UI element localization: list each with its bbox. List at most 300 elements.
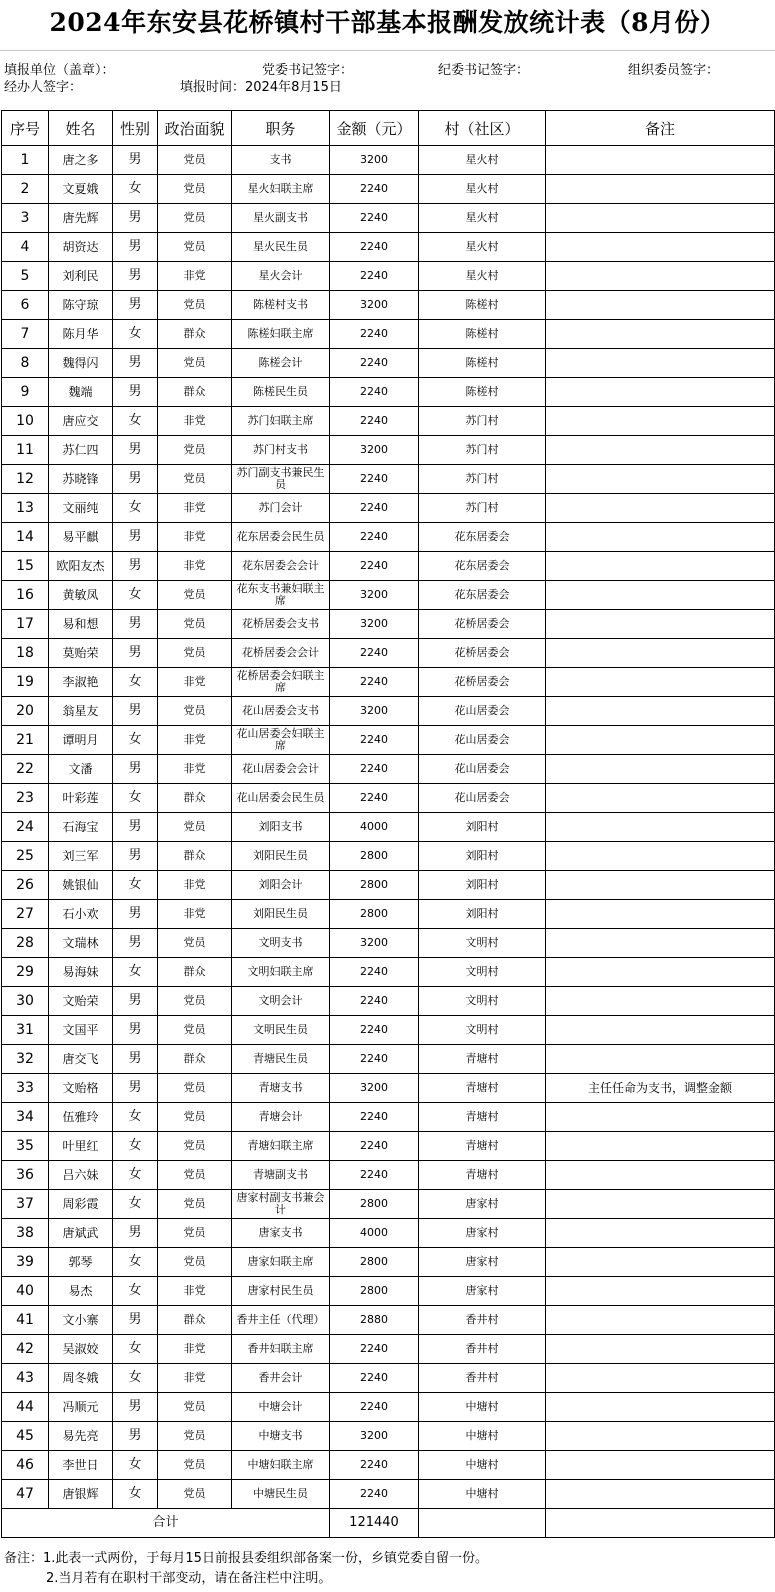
cell-gender: 女 bbox=[113, 1364, 158, 1393]
cell-remark bbox=[546, 1277, 775, 1306]
table-row bbox=[2, 1016, 775, 1045]
cell-gender: 男 bbox=[113, 697, 158, 726]
cell-no: 2 bbox=[2, 175, 49, 204]
cell-political: 党员 bbox=[158, 697, 232, 726]
cell-political: 党员 bbox=[158, 1393, 232, 1422]
cell-name: 伍雅玲 bbox=[49, 1103, 113, 1132]
cell-political: 非党 bbox=[158, 1335, 232, 1364]
cell-village: 香井村 bbox=[419, 1306, 546, 1335]
cell-name: 文瑞林 bbox=[49, 929, 113, 958]
cell-village: 苏门村 bbox=[419, 494, 546, 523]
cell-political: 群众 bbox=[158, 784, 232, 813]
cell-name: 易海妹 bbox=[49, 958, 113, 987]
cell-position: 花桥居委会妇联主席 bbox=[232, 668, 330, 697]
cell-remark bbox=[546, 1190, 775, 1219]
cell-village: 青塘村 bbox=[419, 1103, 546, 1132]
cell-remark bbox=[546, 610, 775, 639]
cell-no: 43 bbox=[2, 1364, 49, 1393]
cell-no: 22 bbox=[2, 755, 49, 784]
table-row bbox=[2, 1132, 775, 1161]
cell-remark bbox=[546, 175, 775, 204]
table-row bbox=[2, 697, 775, 726]
cell-position: 中塘支书 bbox=[232, 1422, 330, 1451]
cell-gender: 女 bbox=[113, 1451, 158, 1480]
table-row bbox=[2, 842, 775, 871]
cell-name: 莫贻荣 bbox=[49, 639, 113, 668]
cell-name: 文夏娥 bbox=[49, 175, 113, 204]
table-row bbox=[2, 726, 775, 755]
cell-gender: 男 bbox=[113, 552, 158, 581]
col-header-political: 政治面貌 bbox=[158, 111, 232, 146]
cell-gender: 男 bbox=[113, 900, 158, 929]
cell-no: 26 bbox=[2, 871, 49, 900]
cell-village: 中塘村 bbox=[419, 1422, 546, 1451]
cell-no: 7 bbox=[2, 320, 49, 349]
cell-amount: 2240 bbox=[330, 262, 419, 291]
table-row bbox=[2, 320, 775, 349]
cell-political: 非党 bbox=[158, 552, 232, 581]
cell-no: 41 bbox=[2, 1306, 49, 1335]
cell-amount: 3200 bbox=[330, 581, 419, 610]
table-row bbox=[2, 1161, 775, 1190]
cell-no: 37 bbox=[2, 1190, 49, 1219]
organization-label: 组织委员签字： bbox=[628, 63, 720, 78]
cell-amount: 2240 bbox=[330, 320, 419, 349]
cell-gender: 男 bbox=[113, 1306, 158, 1335]
cell-amount: 2800 bbox=[330, 1277, 419, 1306]
cell-village: 花桥居委会 bbox=[419, 610, 546, 639]
cell-no: 4 bbox=[2, 233, 49, 262]
table-row bbox=[2, 1248, 775, 1277]
table-row bbox=[2, 291, 775, 320]
cell-position: 青塘妇联主席 bbox=[232, 1132, 330, 1161]
col-header-no: 序号 bbox=[2, 111, 49, 146]
cell-political: 党员 bbox=[158, 1422, 232, 1451]
cell-gender: 女 bbox=[113, 494, 158, 523]
cell-gender: 男 bbox=[113, 610, 158, 639]
page-title: 2024年东安县花桥镇村干部基本报酬发放统计表（8月份） bbox=[49, 8, 726, 37]
cell-amount: 4000 bbox=[330, 813, 419, 842]
cell-name: 石海宝 bbox=[49, 813, 113, 842]
cell-no: 36 bbox=[2, 1161, 49, 1190]
cell-amount: 2880 bbox=[330, 1306, 419, 1335]
cell-amount: 3200 bbox=[330, 697, 419, 726]
cell-no: 38 bbox=[2, 1219, 49, 1248]
cell-amount: 2240 bbox=[330, 552, 419, 581]
cell-amount: 2240 bbox=[330, 1016, 419, 1045]
cell-gender: 男 bbox=[113, 1393, 158, 1422]
table-row bbox=[2, 1364, 775, 1393]
cell-village: 星火村 bbox=[419, 175, 546, 204]
cell-gender: 男 bbox=[113, 813, 158, 842]
cell-name: 文贻格 bbox=[49, 1074, 113, 1103]
cell-gender: 女 bbox=[113, 320, 158, 349]
cell-political: 党员 bbox=[158, 146, 232, 175]
cell-name: 黄敏凤 bbox=[49, 581, 113, 610]
cell-name: 胡资达 bbox=[49, 233, 113, 262]
cell-village: 苏门村 bbox=[419, 407, 546, 436]
cell-village: 中塘村 bbox=[419, 1480, 546, 1509]
cell-village: 唐家村 bbox=[419, 1190, 546, 1219]
cell-position: 苏门副支书兼民生员 bbox=[232, 465, 330, 494]
cell-village: 星火村 bbox=[419, 262, 546, 291]
col-header-position: 职务 bbox=[232, 111, 330, 146]
cell-remark bbox=[546, 1422, 775, 1451]
table-row bbox=[2, 871, 775, 900]
cell-village: 唐家村 bbox=[419, 1277, 546, 1306]
cell-remark bbox=[546, 1393, 775, 1422]
cell-position: 唐家支书 bbox=[232, 1219, 330, 1248]
table-row bbox=[2, 639, 775, 668]
cell-village: 苏门村 bbox=[419, 436, 546, 465]
cell-name: 魏得闪 bbox=[49, 349, 113, 378]
cell-position: 刘阳民生员 bbox=[232, 900, 330, 929]
cell-no: 10 bbox=[2, 407, 49, 436]
cell-gender: 男 bbox=[113, 349, 158, 378]
cell-remark bbox=[546, 262, 775, 291]
cell-gender: 男 bbox=[113, 204, 158, 233]
cell-remark bbox=[546, 1045, 775, 1074]
cell-no: 18 bbox=[2, 639, 49, 668]
cell-position: 陈槎民生员 bbox=[232, 378, 330, 407]
cell-political: 党员 bbox=[158, 639, 232, 668]
cell-amount: 2240 bbox=[330, 378, 419, 407]
cell-amount: 2240 bbox=[330, 204, 419, 233]
cell-village: 青塘村 bbox=[419, 1045, 546, 1074]
cell-remark bbox=[546, 1306, 775, 1335]
cell-gender: 女 bbox=[113, 175, 158, 204]
cell-remark bbox=[546, 784, 775, 813]
cell-political: 非党 bbox=[158, 494, 232, 523]
cell-village: 陈槎村 bbox=[419, 349, 546, 378]
cell-gender: 男 bbox=[113, 436, 158, 465]
table-row bbox=[2, 958, 775, 987]
cell-amount: 2240 bbox=[330, 233, 419, 262]
cell-gender: 女 bbox=[113, 1190, 158, 1219]
cell-gender: 男 bbox=[113, 639, 158, 668]
cell-name: 文国平 bbox=[49, 1016, 113, 1045]
cell-name: 郭琴 bbox=[49, 1248, 113, 1277]
cell-position: 陈槎妇联主席 bbox=[232, 320, 330, 349]
cell-village: 中塘村 bbox=[419, 1393, 546, 1422]
cell-village: 唐家村 bbox=[419, 1248, 546, 1277]
cell-gender: 男 bbox=[113, 465, 158, 494]
cell-political: 非党 bbox=[158, 726, 232, 755]
table-row bbox=[2, 813, 775, 842]
cell-amount: 3200 bbox=[330, 291, 419, 320]
cell-amount: 3200 bbox=[330, 1422, 419, 1451]
cell-no: 11 bbox=[2, 436, 49, 465]
table-row bbox=[2, 146, 775, 175]
cell-gender: 女 bbox=[113, 871, 158, 900]
table-row bbox=[2, 987, 775, 1016]
cell-village: 唐家村 bbox=[419, 1219, 546, 1248]
cell-remark bbox=[546, 494, 775, 523]
table-row bbox=[2, 204, 775, 233]
cell-remark bbox=[546, 1248, 775, 1277]
cell-remark: 主任任命为支书，调整金额 bbox=[546, 1074, 775, 1103]
cell-remark bbox=[546, 1161, 775, 1190]
cell-gender: 男 bbox=[113, 755, 158, 784]
cell-no: 28 bbox=[2, 929, 49, 958]
cell-political: 群众 bbox=[158, 842, 232, 871]
cell-no: 40 bbox=[2, 1277, 49, 1306]
cell-remark bbox=[546, 349, 775, 378]
cell-amount: 3200 bbox=[330, 610, 419, 639]
cell-name: 唐交飞 bbox=[49, 1045, 113, 1074]
cell-amount: 2240 bbox=[330, 1045, 419, 1074]
cell-amount: 2240 bbox=[330, 407, 419, 436]
table-header-row bbox=[2, 111, 775, 146]
cell-remark bbox=[546, 552, 775, 581]
cell-no: 20 bbox=[2, 697, 49, 726]
cell-remark bbox=[546, 1132, 775, 1161]
cell-political: 非党 bbox=[158, 755, 232, 784]
cell-amount: 2240 bbox=[330, 1393, 419, 1422]
cell-political: 群众 bbox=[158, 1045, 232, 1074]
cell-amount: 2240 bbox=[330, 494, 419, 523]
cell-remark bbox=[546, 1364, 775, 1393]
cell-amount: 2240 bbox=[330, 1364, 419, 1393]
cell-remark bbox=[546, 407, 775, 436]
cell-no: 31 bbox=[2, 1016, 49, 1045]
cell-name: 唐之多 bbox=[49, 146, 113, 175]
cell-no: 15 bbox=[2, 552, 49, 581]
cell-remark bbox=[546, 436, 775, 465]
cell-political: 党员 bbox=[158, 1132, 232, 1161]
cell-gender: 女 bbox=[113, 407, 158, 436]
cell-amount: 3200 bbox=[330, 1074, 419, 1103]
cell-remark bbox=[546, 958, 775, 987]
cell-village: 星火村 bbox=[419, 204, 546, 233]
cell-village: 陈槎村 bbox=[419, 378, 546, 407]
table-row bbox=[2, 784, 775, 813]
cell-political: 党员 bbox=[158, 1103, 232, 1132]
cell-political: 党员 bbox=[158, 987, 232, 1016]
cell-position: 青塘支书 bbox=[232, 1074, 330, 1103]
cell-political: 党员 bbox=[158, 929, 232, 958]
cell-amount: 2240 bbox=[330, 726, 419, 755]
total-amount: 121440 bbox=[330, 1509, 419, 1538]
cell-position: 花东居委会会计 bbox=[232, 552, 330, 581]
cell-no: 34 bbox=[2, 1103, 49, 1132]
cell-position: 青塘会计 bbox=[232, 1103, 330, 1132]
table-row bbox=[2, 407, 775, 436]
cell-gender: 女 bbox=[113, 668, 158, 697]
cell-village: 花东居委会 bbox=[419, 552, 546, 581]
cell-remark bbox=[546, 523, 775, 552]
cell-amount: 2240 bbox=[330, 1132, 419, 1161]
cell-village: 陈槎村 bbox=[419, 291, 546, 320]
cell-name: 陈月华 bbox=[49, 320, 113, 349]
cell-name: 吴淑姣 bbox=[49, 1335, 113, 1364]
cell-no: 13 bbox=[2, 494, 49, 523]
cell-gender: 男 bbox=[113, 987, 158, 1016]
cell-name: 苏仁四 bbox=[49, 436, 113, 465]
cell-position: 陈槎村支书 bbox=[232, 291, 330, 320]
cell-name: 刘利民 bbox=[49, 262, 113, 291]
cell-position: 文明民生员 bbox=[232, 1016, 330, 1045]
total-empty-village bbox=[419, 1509, 546, 1538]
cell-name: 陈守琼 bbox=[49, 291, 113, 320]
table-row bbox=[2, 1306, 775, 1335]
cell-remark bbox=[546, 320, 775, 349]
cell-gender: 男 bbox=[113, 1016, 158, 1045]
cell-remark bbox=[546, 697, 775, 726]
cell-no: 9 bbox=[2, 378, 49, 407]
cell-no: 16 bbox=[2, 581, 49, 610]
cell-position: 中塘妇联主席 bbox=[232, 1451, 330, 1480]
cell-position: 唐家妇联主席 bbox=[232, 1248, 330, 1277]
table-row bbox=[2, 436, 775, 465]
table-row bbox=[2, 494, 775, 523]
cell-village: 花东居委会 bbox=[419, 523, 546, 552]
cell-remark bbox=[546, 581, 775, 610]
cell-remark bbox=[546, 1451, 775, 1480]
table-row bbox=[2, 1103, 775, 1132]
table-row bbox=[2, 1480, 775, 1509]
cell-position: 花山居委会会计 bbox=[232, 755, 330, 784]
cell-name: 冯顺元 bbox=[49, 1393, 113, 1422]
cell-gender: 女 bbox=[113, 1335, 158, 1364]
cell-remark bbox=[546, 639, 775, 668]
table-row bbox=[2, 1277, 775, 1306]
cell-name: 谭明月 bbox=[49, 726, 113, 755]
cell-no: 3 bbox=[2, 204, 49, 233]
cell-no: 14 bbox=[2, 523, 49, 552]
cell-position: 文明支书 bbox=[232, 929, 330, 958]
cell-name: 文丽纯 bbox=[49, 494, 113, 523]
cell-no: 30 bbox=[2, 987, 49, 1016]
cell-no: 1 bbox=[2, 146, 49, 175]
cell-gender: 女 bbox=[113, 1480, 158, 1509]
cell-no: 42 bbox=[2, 1335, 49, 1364]
cell-village: 花东居委会 bbox=[419, 581, 546, 610]
cell-political: 群众 bbox=[158, 958, 232, 987]
cell-amount: 2800 bbox=[330, 1248, 419, 1277]
cell-name: 文潘 bbox=[49, 755, 113, 784]
cell-gender: 男 bbox=[113, 1045, 158, 1074]
cell-amount: 2240 bbox=[330, 1103, 419, 1132]
cell-political: 党员 bbox=[158, 204, 232, 233]
cell-political: 党员 bbox=[158, 436, 232, 465]
cell-gender: 男 bbox=[113, 233, 158, 262]
cell-amount: 2240 bbox=[330, 465, 419, 494]
table-row bbox=[2, 900, 775, 929]
table-row bbox=[2, 233, 775, 262]
cell-village: 花山居委会 bbox=[419, 697, 546, 726]
cell-village: 花桥居委会 bbox=[419, 668, 546, 697]
cell-position: 香井会计 bbox=[232, 1364, 330, 1393]
cell-position: 花东居委会民生员 bbox=[232, 523, 330, 552]
cell-gender: 女 bbox=[113, 784, 158, 813]
cell-remark bbox=[546, 1103, 775, 1132]
cell-name: 文小寨 bbox=[49, 1306, 113, 1335]
cell-remark bbox=[546, 755, 775, 784]
cell-gender: 女 bbox=[113, 1132, 158, 1161]
cell-amount: 2240 bbox=[330, 668, 419, 697]
table-row bbox=[2, 1045, 775, 1074]
table-row bbox=[2, 523, 775, 552]
cell-amount: 2240 bbox=[330, 987, 419, 1016]
cell-name: 欧阳友杰 bbox=[49, 552, 113, 581]
cell-gender: 男 bbox=[113, 929, 158, 958]
cell-position: 刘阳会计 bbox=[232, 871, 330, 900]
cell-position: 香井妇联主席 bbox=[232, 1335, 330, 1364]
cell-amount: 2240 bbox=[330, 784, 419, 813]
cell-remark bbox=[546, 204, 775, 233]
cell-name: 易和想 bbox=[49, 610, 113, 639]
cell-amount: 2240 bbox=[330, 349, 419, 378]
cell-name: 刘三军 bbox=[49, 842, 113, 871]
cell-political: 党员 bbox=[158, 610, 232, 639]
table-row bbox=[2, 1074, 775, 1103]
table-row bbox=[2, 552, 775, 581]
cell-gender: 男 bbox=[113, 262, 158, 291]
cell-position: 花桥居委会会计 bbox=[232, 639, 330, 668]
cell-political: 党员 bbox=[158, 1451, 232, 1480]
total-row bbox=[2, 1509, 775, 1538]
cell-amount: 2240 bbox=[330, 1335, 419, 1364]
table-row bbox=[2, 349, 775, 378]
cell-village: 苏门村 bbox=[419, 465, 546, 494]
cell-name: 吕六妹 bbox=[49, 1161, 113, 1190]
cell-amount: 2800 bbox=[330, 842, 419, 871]
col-header-remark: 备注 bbox=[546, 111, 775, 146]
cell-gender: 男 bbox=[113, 378, 158, 407]
cell-remark bbox=[546, 900, 775, 929]
cell-village: 刘阳村 bbox=[419, 871, 546, 900]
cell-remark bbox=[546, 1480, 775, 1509]
cell-gender: 男 bbox=[113, 1422, 158, 1451]
cell-no: 8 bbox=[2, 349, 49, 378]
cell-village: 花山居委会 bbox=[419, 784, 546, 813]
cell-amount: 3200 bbox=[330, 146, 419, 175]
cell-political: 党员 bbox=[158, 1219, 232, 1248]
note-line-1: 备注：1.此表一式两份，于每月15日前报县委组织部备案一份，乡镇党委自留一份。 bbox=[4, 1551, 488, 1566]
cell-name: 周彩霞 bbox=[49, 1190, 113, 1219]
cell-gender: 女 bbox=[113, 581, 158, 610]
cell-position: 文明妇联主席 bbox=[232, 958, 330, 987]
cell-political: 群众 bbox=[158, 1306, 232, 1335]
cell-village: 花桥居委会 bbox=[419, 639, 546, 668]
cell-no: 35 bbox=[2, 1132, 49, 1161]
cell-gender: 女 bbox=[113, 1103, 158, 1132]
cell-amount: 2240 bbox=[330, 639, 419, 668]
cell-political: 群众 bbox=[158, 378, 232, 407]
cell-village: 文明村 bbox=[419, 929, 546, 958]
table-row bbox=[2, 1422, 775, 1451]
cell-political: 非党 bbox=[158, 1277, 232, 1306]
cell-name: 易平麒 bbox=[49, 523, 113, 552]
cell-position: 苏门会计 bbox=[232, 494, 330, 523]
cell-no: 39 bbox=[2, 1248, 49, 1277]
cell-position: 星火妇联主席 bbox=[232, 175, 330, 204]
table-row bbox=[2, 755, 775, 784]
cell-political: 党员 bbox=[158, 1016, 232, 1045]
cell-name: 易先亮 bbox=[49, 1422, 113, 1451]
cell-no: 5 bbox=[2, 262, 49, 291]
cell-no: 33 bbox=[2, 1074, 49, 1103]
cell-political: 非党 bbox=[158, 668, 232, 697]
cell-village: 陈槎村 bbox=[419, 320, 546, 349]
table-row bbox=[2, 175, 775, 204]
cell-position: 香井主任（代理） bbox=[232, 1306, 330, 1335]
cell-political: 党员 bbox=[158, 813, 232, 842]
cell-remark bbox=[546, 813, 775, 842]
cell-no: 23 bbox=[2, 784, 49, 813]
cell-political: 党员 bbox=[158, 291, 232, 320]
